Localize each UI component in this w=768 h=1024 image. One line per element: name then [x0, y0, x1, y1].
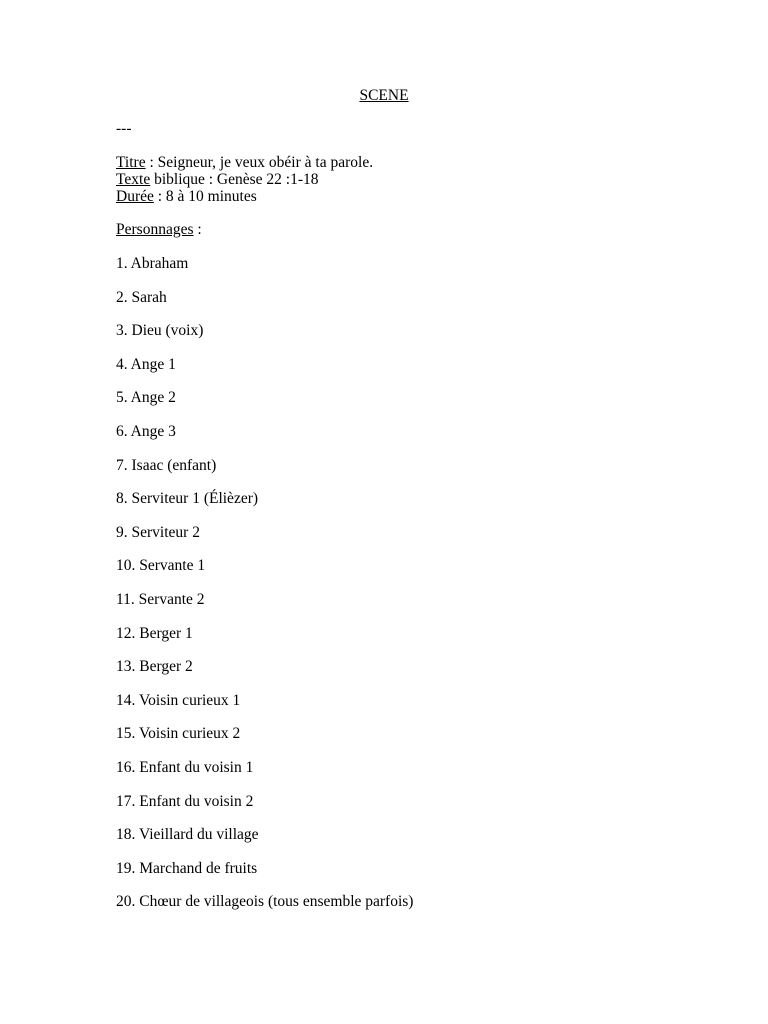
list-item: 2. Sarah: [116, 288, 167, 306]
list-item: 15. Voisin curieux 2: [116, 725, 241, 743]
list-item: 12. Berger 1: [116, 624, 193, 642]
list-item: 14. Voisin curieux 1: [116, 691, 241, 709]
list-item: 20. Chœur de villageois (tous ensemble parfois): [116, 893, 414, 911]
list-item: 3. Dieu (voix): [116, 322, 204, 340]
characters-list: [116, 255, 413, 927]
list-item: 6. Ange 3: [116, 422, 176, 440]
separator-line: ---: [116, 120, 132, 137]
list-item: 5. Ange 2: [116, 389, 176, 407]
document-title-text: SCENE: [359, 87, 409, 104]
list-item: 17. Enfant du voisin 2: [116, 792, 254, 810]
text-label: Texte: [116, 171, 151, 188]
list-item: 13. Berger 2: [116, 658, 193, 676]
duration-value: : 8 à 10 minutes: [153, 188, 257, 205]
list-item: 8. Serviteur 1 (Élièzer): [116, 490, 259, 508]
list-item: 11. Servante 2: [116, 590, 205, 608]
list-item: 10. Servante 1: [116, 557, 206, 575]
metadata-block: [116, 154, 373, 205]
text-line: [116, 171, 373, 188]
list-item: 16. Enfant du voisin 1: [116, 758, 254, 776]
title-line: [116, 154, 373, 171]
list-item: 7. Isaac (enfant): [116, 456, 217, 474]
characters-heading: [116, 221, 202, 239]
duration-line: [116, 188, 373, 205]
list-item: 9. Serviteur 2: [116, 523, 200, 541]
characters-label: Personnages: [116, 221, 194, 238]
duration-label: Durée: [116, 188, 154, 205]
list-item: 4. Ange 1: [116, 355, 176, 373]
list-item: 18. Vieillard du village: [116, 826, 259, 844]
list-item: 1. Abraham: [116, 255, 189, 272]
text-value: biblique : Genèse 22 :1-18: [150, 171, 319, 188]
list-item: 19. Marchand de fruits: [116, 859, 258, 877]
title-label: Titre: [116, 154, 146, 171]
characters-suffix: :: [193, 221, 202, 238]
document-title: [0, 87, 768, 105]
title-value: : Seigneur, je veux obéir à ta parole.: [145, 154, 374, 171]
